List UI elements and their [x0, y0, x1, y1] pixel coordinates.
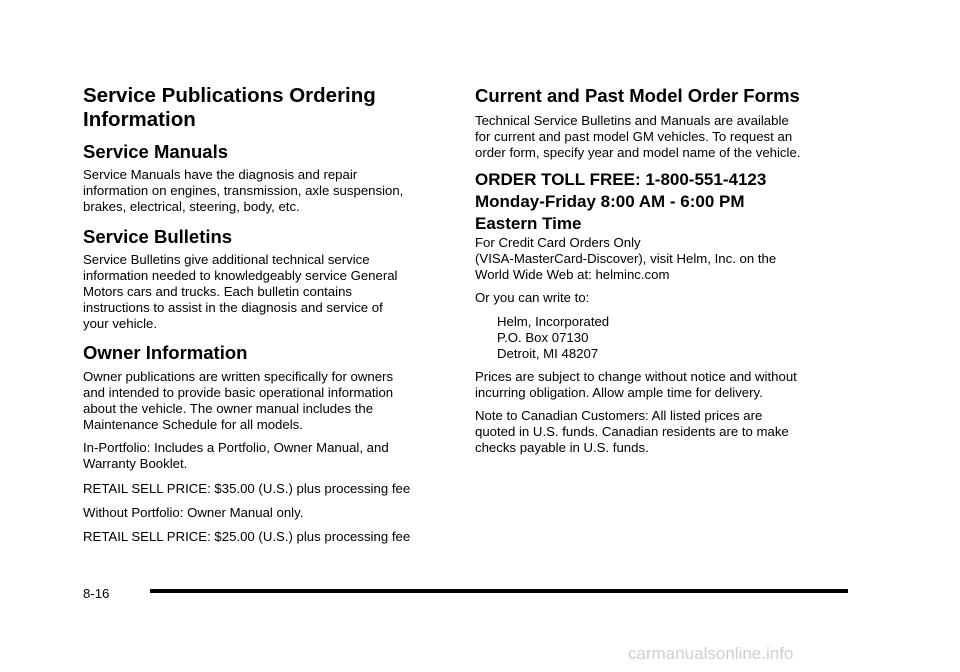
service-bulletins-line-1: Service Bulletins give additional technical service: [83, 252, 370, 267]
retail-price-without-portfolio: RETAIL SELL PRICE: $25.00 (U.S.) plus processing fee: [83, 529, 411, 544]
footer-divider: [150, 589, 848, 593]
address-line-1: Helm, Incorporated: [497, 314, 610, 329]
page-number: 8-16: [83, 586, 110, 601]
credit-card-line-1: For Credit Card Orders Only: [475, 235, 641, 250]
service-bulletins-line-4: instructions to assist in the diagnosis and service of: [83, 300, 383, 315]
service-manuals-line-2: information on engines, transmission, axle suspension,: [83, 183, 404, 198]
in-portfolio-paragraph: [83, 440, 389, 472]
retail-price-in-portfolio: RETAIL SELL PRICE: $35.00 (U.S.) plus processing fee: [83, 481, 411, 496]
canadian-note-line-2: quoted in U.S. funds. Canadian residents are to make: [475, 424, 789, 439]
without-portfolio-text: Without Portfolio: Owner Manual only.: [83, 505, 304, 520]
order-forms-intro: [475, 113, 800, 161]
mailing-address: [497, 314, 609, 362]
in-portfolio-line-2: Warranty Booklet.: [83, 456, 188, 471]
prices-notice-paragraph: [475, 369, 797, 401]
service-bulletins-line-3: Motors cars and trucks. Each bulletin contains: [83, 284, 353, 299]
in-portfolio-line-1: In-Portfolio: Includes a Portfolio, Owner Manual, and: [83, 440, 389, 455]
order-toll-free-line-1: ORDER TOLL FREE: 1-800-551-4123: [475, 170, 767, 189]
order-forms-heading: Current and Past Model Order Forms: [475, 85, 800, 106]
owner-information-heading: Owner Information: [83, 342, 248, 363]
canadian-note-line-1: Note to Canadian Customers: All listed prices are: [475, 408, 763, 423]
address-line-2: P.O. Box 07130: [497, 330, 589, 345]
owner-information-line-3: about the vehicle. The owner manual includes the: [83, 401, 374, 416]
credit-card-paragraph: [475, 235, 776, 283]
owner-information-line-2: and intended to provide basic operational information: [83, 385, 394, 400]
credit-card-line-2: (VISA-MasterCard-Discover), visit Helm, Inc. on the: [475, 251, 777, 266]
order-toll-free-line-3: Eastern Time: [475, 214, 582, 233]
service-manuals-paragraph: [83, 167, 403, 215]
write-to-text: Or you can write to:: [475, 290, 590, 305]
prices-notice-line-1: Prices are subject to change without notice and without: [475, 369, 797, 384]
canadian-note-paragraph: [475, 408, 789, 456]
order-toll-free-line-2: Monday-Friday 8:00 AM - 6:00 PM: [475, 192, 745, 211]
service-manuals-line-1: Service Manuals have the diagnosis and repair: [83, 167, 358, 182]
address-line-3: Detroit, MI 48207: [497, 346, 599, 361]
order-forms-intro-line-2: for current and past model GM vehicles. To request an: [475, 129, 793, 144]
service-bulletins-heading: Service Bulletins: [83, 226, 233, 247]
prices-notice-line-2: incurring obligation. Allow ample time for delivery.: [475, 385, 763, 400]
service-manuals-line-3: brakes, electrical, steering, body, etc.: [83, 199, 300, 214]
watermark-text: carmanualsonline.info: [628, 644, 794, 663]
canadian-note-line-3: checks payable in U.S. funds.: [475, 440, 649, 455]
order-toll-free-heading: [475, 169, 766, 235]
service-bulletins-paragraph: [83, 252, 398, 332]
service-bulletins-line-5: your vehicle.: [83, 316, 158, 331]
page-title-line-1: Service Publications Ordering: [83, 84, 376, 107]
owner-information-line-4: Maintenance Schedule for all models.: [83, 417, 303, 432]
owner-information-paragraph: [83, 369, 393, 433]
order-forms-intro-line-1: Technical Service Bulletins and Manuals are available: [475, 113, 789, 128]
page-title-line-2: Information: [83, 108, 196, 131]
service-manuals-heading: Service Manuals: [83, 141, 228, 162]
page-title: [83, 84, 376, 132]
credit-card-line-3: World Wide Web at: helminc.com: [475, 267, 670, 282]
order-forms-intro-line-3: order form, specify year and model name of the vehicle.: [475, 145, 801, 160]
owner-information-line-1: Owner publications are written specifically for owners: [83, 369, 394, 384]
service-bulletins-line-2: information needed to knowledgeably service General: [83, 268, 398, 283]
